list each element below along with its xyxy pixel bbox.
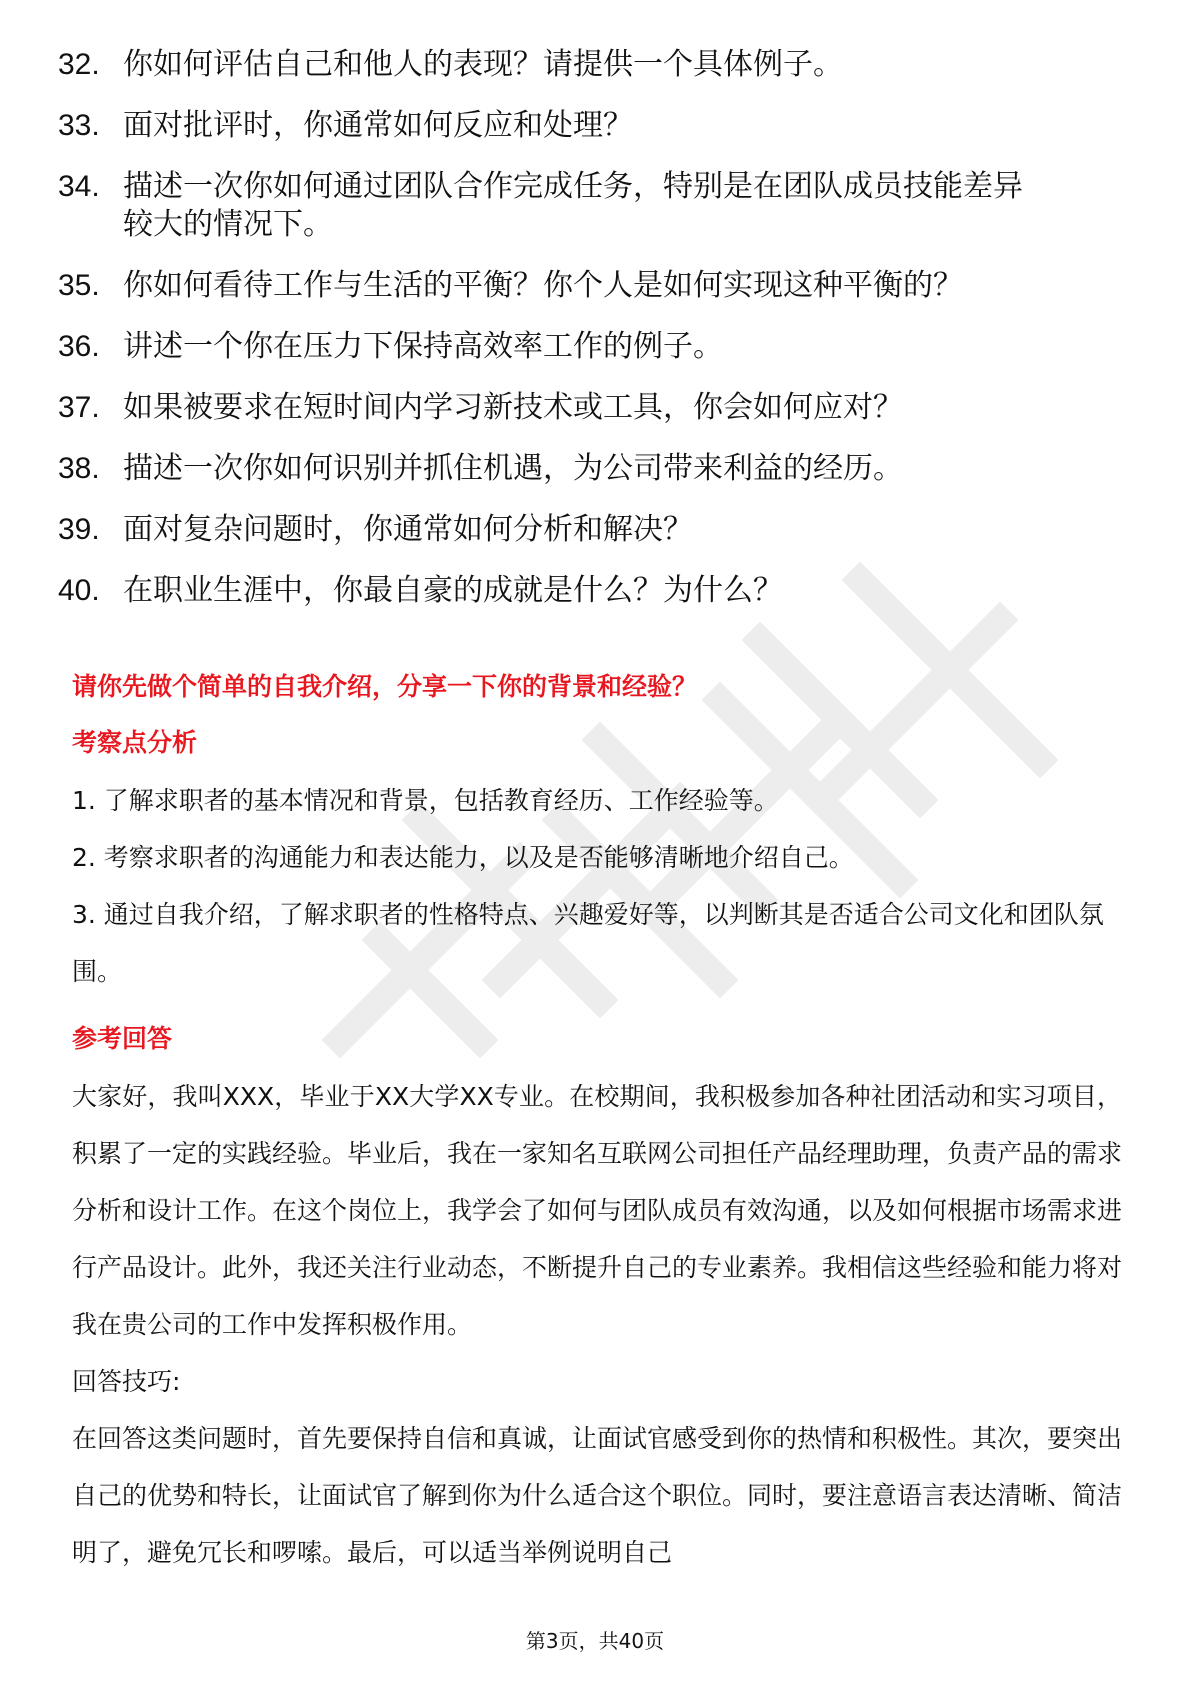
analysis-item: 1. 了解求职者的基本情况和背景，包括教育经历、工作经验等。 (72, 786, 779, 815)
question-text: 讲述一个你在压力下保持高效率工作的例子。 (123, 329, 723, 364)
question-number: 37. (58, 391, 100, 424)
analysis-list (72, 772, 1122, 1000)
question-item (58, 572, 1138, 610)
question-number: 32. (58, 48, 100, 81)
question-item (58, 46, 1138, 84)
question-number: 40. (58, 574, 100, 607)
reference-section (72, 1022, 1122, 1581)
question-text: 你如何看待工作与生活的平衡？你个人是如何实现这种平衡的？ (123, 268, 963, 303)
analysis-section (72, 726, 1122, 1000)
question-number: 34. (58, 170, 100, 203)
question-number: 36. (58, 330, 100, 363)
question-text: 在职业生涯中，你最自豪的成就是什么？为什么？ (123, 573, 783, 608)
question-text: 描述一次你如何通过团队合作完成任务，特别是在团队成员技能差异较大的情况下。 (123, 169, 1023, 242)
question-item (58, 328, 1138, 366)
question-item (58, 107, 1138, 145)
question-item (58, 389, 1138, 427)
page-number: 第3页，共40页 (525, 1629, 665, 1653)
reference-answer: 大家好，我叫XXX，毕业于XX大学XX专业。在校期间，我积极参加各种社团活动和实习项目，积累了一定的实践经验。毕业后，我在一家知名互联网公司担任产品经理助理，负责产品的需求分析和设计工作。在这个岗位上，我学会了如何与团队成员有效沟通，以及如何根据市场需求进行产品设计。此外，我还关注行业动态，不断提升自己的专业素养。我相信这些经验和能力将对我在贵公司的工作中发挥积极作用。 (72, 1082, 1123, 1339)
question-text: 面对复杂问题时，你通常如何分析和解决？ (123, 512, 693, 547)
question-list (58, 46, 1138, 633)
question-number: 39. (58, 513, 100, 546)
question-number: 38. (58, 452, 100, 485)
question-item (58, 511, 1138, 549)
question-item (58, 168, 1138, 244)
question-number: 35. (58, 269, 100, 302)
featured-question: 请你先做个简单的自我介绍，分享一下你的背景和经验？ (72, 672, 698, 701)
tips-label: 回答技巧: (72, 1367, 181, 1396)
tips-text: 在回答这类问题时，首先要保持自信和真诚，让面试官感受到你的热情和积极性。其次，要突出自己的优势和特长，让面试官了解到你为什么适合这个职位。同时，要注意语言表达清晰、简洁明了，避免冗长和啰嗦。最后，可以适当举例说明自己 (72, 1424, 1123, 1567)
question-text: 如果被要求在短时间内学习新技术或工具，你会如何应对？ (123, 390, 903, 425)
question-item (58, 267, 1138, 305)
question-number: 33. (58, 109, 100, 142)
analysis-item: 3. 通过自我介绍，了解求职者的性格特点、兴趣爱好等，以判断其是否适合公司文化和团队氛围。 (72, 900, 1104, 986)
question-item (58, 450, 1138, 488)
page-footer (0, 1628, 1190, 1654)
featured-question-section (72, 670, 1122, 704)
question-text: 描述一次你如何识别并抓住机遇，为公司带来利益的经历。 (123, 451, 903, 486)
reference-heading: 参考回答 (72, 1024, 173, 1053)
question-text: 你如何评估自己和他人的表现？请提供一个具体例子。 (123, 47, 843, 82)
analysis-item: 2. 考察求职者的沟通能力和表达能力，以及是否能够清晰地介绍自己。 (72, 843, 854, 872)
analysis-heading: 考察点分析 (72, 728, 198, 757)
question-text: 面对批评时，你通常如何反应和处理？ (123, 108, 633, 143)
